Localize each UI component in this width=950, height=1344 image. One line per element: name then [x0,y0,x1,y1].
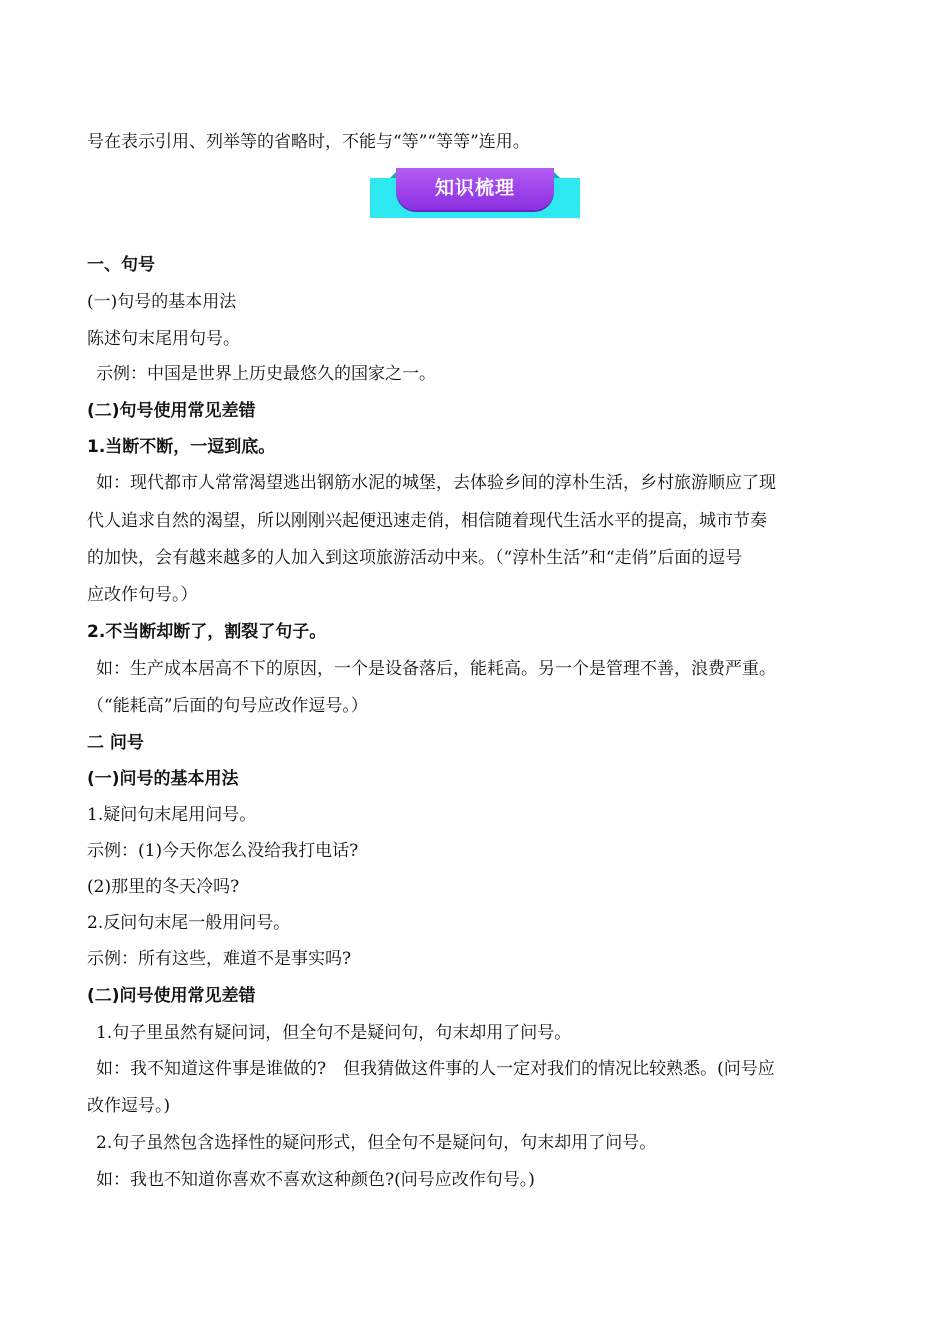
text-line: 2.句子虽然包含选择性的疑问形式，但全句不是疑问句，句末却用了问号。 [96,1133,657,1153]
subheading: (一)句号的基本用法 [87,292,237,312]
example-line: 示例：中国是世界上历史最悠久的国家之一。 [96,364,436,384]
text-line: 如：生产成本居高不下的原因，一个是设备落后，能耗高。另一个是管理不善，浪费严重。 [96,659,776,679]
intro-paragraph: 号在表示引用、列举等的省略时，不能与“等”“等等”连用。 [87,132,530,152]
example-line: (2)那里的冬天冷吗? [87,877,240,897]
text-line: 2.反问句末尾一般用问号。 [87,913,291,933]
text-line: （“能耗高”后面的句号应改作逗号。） [87,696,368,716]
subheading: 1.当断不断，一逗到底。 [87,437,276,457]
text-line: 1.句子里虽然有疑问词，但全句不是疑问句，句末却用了问号。 [96,1023,572,1043]
example-line: 示例：所有这些，难道不是事实吗? [87,949,352,969]
text-line: 如：我也不知道你喜欢不喜欢这种颜色?(问号应改作句号。) [96,1170,535,1190]
text-line: 如：我不知道这件事是谁做的? 但我猜做这件事的人一定对我们的情况比较熟悉。(问号应 [96,1059,775,1079]
subheading: (二)问号使用常见差错 [87,986,256,1006]
text-line: 1.疑问句末尾用问号。 [87,805,257,825]
text-line: 代人追求自然的渴望，所以刚刚兴起便迅速走俏，相信随着现代生活水平的提高，城市节奏 [87,511,767,531]
subheading: (二)句号使用常见差错 [87,401,256,421]
heading-period: 一、句号 [87,255,155,275]
text-line: 如：现代都市人常常渴望逃出钢筋水泥的城堡，去体验乡间的淳朴生活，乡村旅游顺应了现 [96,473,776,493]
banner-title: 知识梳理 [434,177,515,199]
text-line: 改作逗号。) [87,1096,171,1116]
text-line: 的加快，会有越来越多的人加入到这项旅游活动中来。（“淳朴生活”和“走俏”后面的逗号 [87,548,743,568]
text-line: 陈述句末尾用句号。 [87,329,240,349]
section-banner [370,168,580,218]
text-line: 应改作句号。） [87,585,198,605]
heading-question: 二 问号 [87,733,144,753]
subheading: 2.不当断却断了，割裂了句子。 [87,622,327,642]
subheading: (一)问号的基本用法 [87,769,239,789]
example-line: 示例：(1)今天你怎么没给我打电话? [87,841,359,861]
